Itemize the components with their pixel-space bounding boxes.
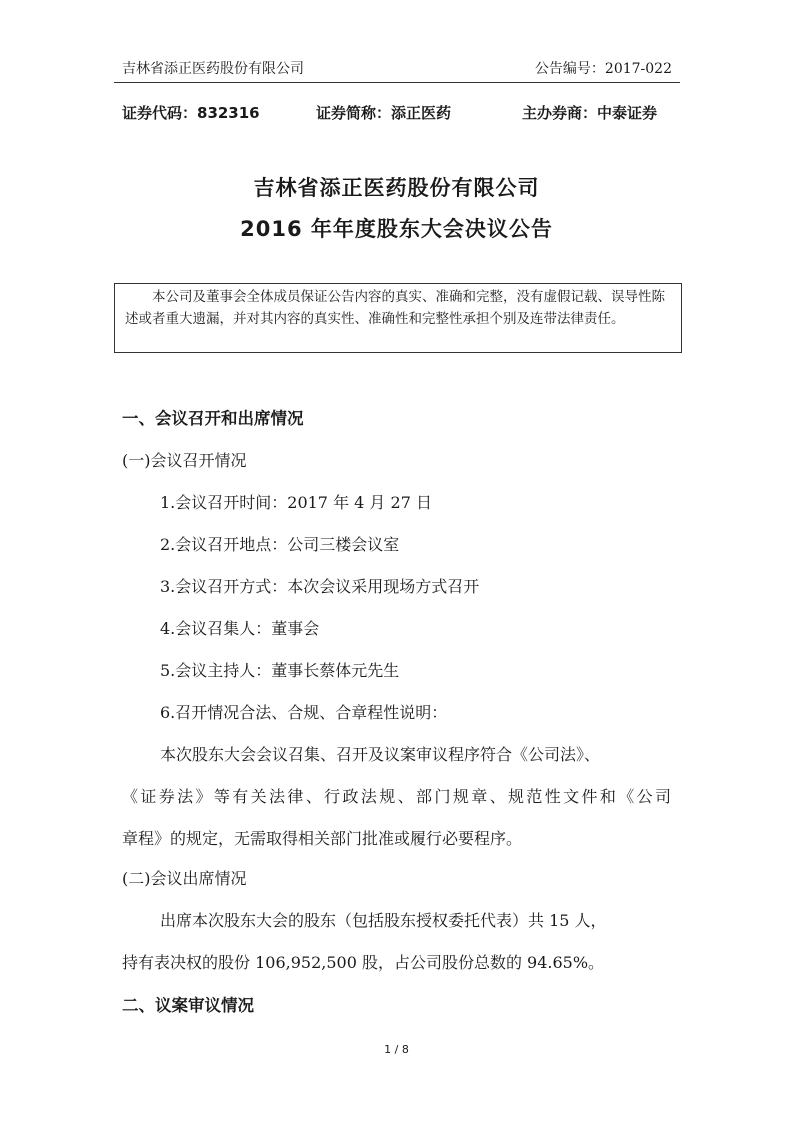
legality-paragraph-line-2: 《证券法》等有关法律、行政法规、部门规章、规范性文件和《公司 bbox=[122, 787, 671, 806]
list-item-meeting-location: 2.会议召开地点：公司三楼会议室 bbox=[160, 535, 400, 554]
legality-paragraph-line-1: 本次股东大会会议召集、召开及议案审议程序符合《公司法》、 bbox=[160, 745, 601, 764]
security-code: 证券代码：832316 bbox=[122, 104, 260, 122]
security-short-name: 证券简称：添正医药 bbox=[316, 104, 452, 122]
lead-broker: 主办券商：中泰证券 bbox=[522, 104, 658, 122]
subsection-1-heading: (一)会议召开情况 bbox=[122, 451, 247, 470]
list-item-legality: 6.召开情况合法、合规、合章程性说明： bbox=[160, 703, 448, 722]
header-announcement-no: 公告编号：2017-022 bbox=[534, 61, 672, 77]
legality-paragraph-line-3: 章程》的规定，无需取得相关部门批准或履行必要程序。 bbox=[122, 829, 523, 848]
page-number: 1 / 8 bbox=[384, 1043, 409, 1056]
header-company: 吉林省添正医药股份有限公司 bbox=[122, 61, 304, 77]
list-item-meeting-method: 3.会议召开方式：本次会议采用现场方式召开 bbox=[160, 577, 480, 596]
document-title-company: 吉林省添正医药股份有限公司 bbox=[253, 176, 540, 200]
attendance-paragraph-line-1: 出席本次股东大会的股东（包括股东授权委托代表）共 15 人， bbox=[160, 911, 607, 930]
disclaimer-box: 本公司及董事会全体成员保证公告内容的真实、准确和完整，没有虚假记载、误导性陈述或者重大遗漏，并对其内容的真实性、准确性和完整性承担个别及连带法律责任。 bbox=[114, 283, 682, 353]
header-divider bbox=[114, 82, 680, 83]
subsection-2-heading: (二)会议出席情况 bbox=[122, 869, 247, 888]
list-item-meeting-time: 1.会议召开时间：2017 年 4 月 27 日 bbox=[160, 493, 432, 512]
section-2-heading: 二、议案审议情况 bbox=[122, 996, 254, 1015]
list-item-convener: 4.会议召集人：董事会 bbox=[160, 619, 320, 638]
attendance-paragraph-line-2: 持有表决权的股份 106,952,500 股，占公司股份总数的 94.65%。 bbox=[122, 953, 605, 972]
section-1-heading: 一、会议召开和出席情况 bbox=[122, 409, 304, 428]
list-item-chair: 5.会议主持人：董事长蔡体元先生 bbox=[160, 661, 400, 680]
document-title: 2016 年年度股东大会决议公告 bbox=[240, 217, 553, 241]
